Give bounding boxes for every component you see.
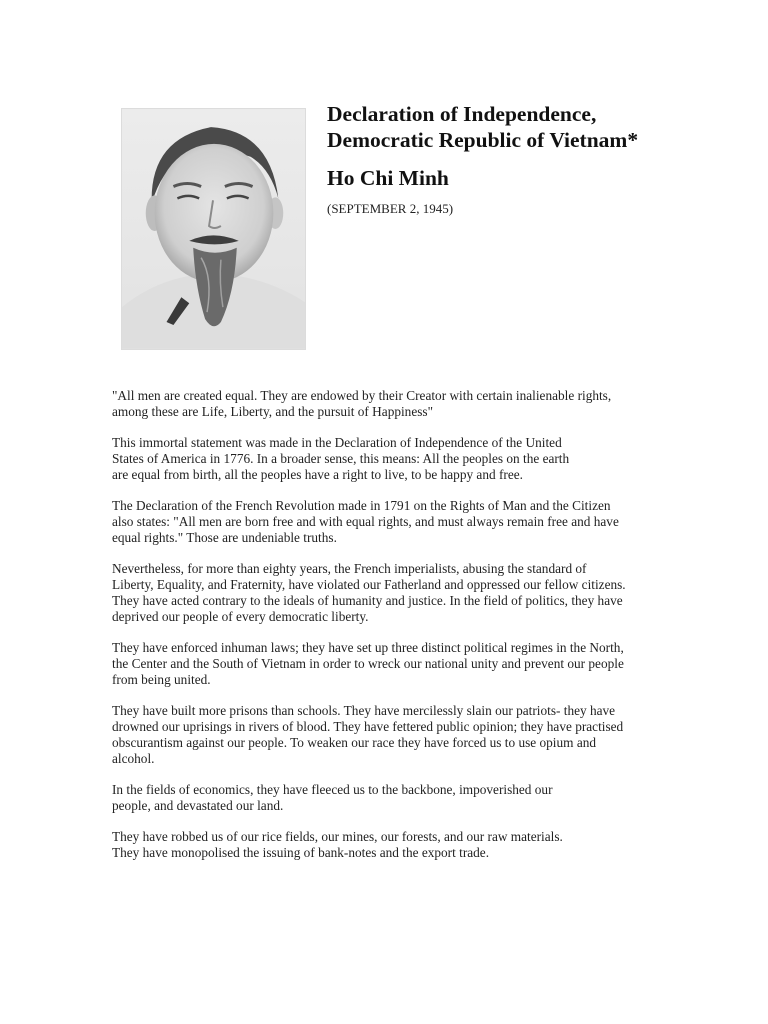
- paragraph-7: [112, 782, 672, 814]
- paragraph-line: "All men are created equal. They are endowed by their Creator with certain inalienable rights,: [112, 388, 612, 403]
- title-block: [327, 101, 747, 217]
- paragraph-line: are equal from birth, all the peoples have a right to live, to be happy and free.: [112, 467, 523, 482]
- paragraph-line: among these are Life, Liberty, and the pursuit of Happiness": [112, 404, 434, 419]
- paragraph-line: They have robbed us of our rice fields, our mines, our forests, and our raw materials.: [112, 829, 563, 844]
- paragraph-1: [112, 388, 672, 420]
- paragraph-line: This immortal statement was made in the Declaration of Independence of the United: [112, 435, 562, 450]
- paragraph-line: drowned our uprisings in rivers of blood. They have fettered public opinion; they have practised: [112, 719, 624, 734]
- paragraph-2: [112, 435, 672, 483]
- paragraph-4: [112, 561, 672, 625]
- paragraph-line: The Declaration of the French Revolution made in 1791 on the Rights of Man and the Citizen: [112, 498, 611, 513]
- paragraph-8: [112, 829, 672, 861]
- paragraph-line: from being united.: [112, 672, 211, 687]
- document-title-line-2: Democratic Republic of Vietnam*: [327, 128, 639, 152]
- paragraph-line: States of America in 1776. In a broader sense, this means: All the peoples on the earth: [112, 451, 570, 466]
- paragraph-line: obscurantism against our people. To weaken our race they have forced us to use opium and: [112, 735, 597, 750]
- paragraph-3: [112, 498, 672, 546]
- document-date: (SEPTEMBER 2, 1945): [327, 201, 454, 216]
- paragraph-line: In the fields of economics, they have fleeced us to the backbone, impoverished our: [112, 782, 553, 797]
- portrait-photo: [121, 108, 306, 350]
- paragraph-line: alcohol.: [112, 751, 155, 766]
- paragraph-line: They have monopolised the issuing of bank-notes and the export trade.: [112, 845, 490, 860]
- paragraph-line: They have enforced inhuman laws; they have set up three distinct political regimes in the North,: [112, 640, 624, 655]
- paragraph-line: Nevertheless, for more than eighty years, the French imperialists, abusing the standard of: [112, 561, 587, 576]
- paragraph-line: equal rights." Those are undeniable truths.: [112, 530, 337, 545]
- paragraph-line: Liberty, Equality, and Fraternity, have violated our Fatherland and oppressed our fellow citizens.: [112, 577, 626, 592]
- paragraph-line: They have built more prisons than schools. They have mercilessly slain our patriots- they have: [112, 703, 616, 718]
- paragraph-line: They have acted contrary to the ideals of humanity and justice. In the field of politics, they have: [112, 593, 623, 608]
- paragraph-line: the Center and the South of Vietnam in order to wreck our national unity and prevent our people: [112, 656, 624, 671]
- paragraph-line: people, and devastated our land.: [112, 798, 284, 813]
- document-title: [327, 101, 747, 153]
- paragraph-line: deprived our people of every democratic liberty.: [112, 609, 369, 624]
- paragraph-6: [112, 703, 672, 767]
- document-title-line-1: Declaration of Independence,: [327, 102, 597, 126]
- portrait-image-icon: [122, 109, 305, 349]
- document-author: Ho Chi Minh: [327, 166, 449, 190]
- paragraph-5: [112, 640, 672, 688]
- paragraph-line: also states: "All men are born free and with equal rights, and must always remain free and have: [112, 514, 619, 529]
- document-body: [112, 388, 672, 876]
